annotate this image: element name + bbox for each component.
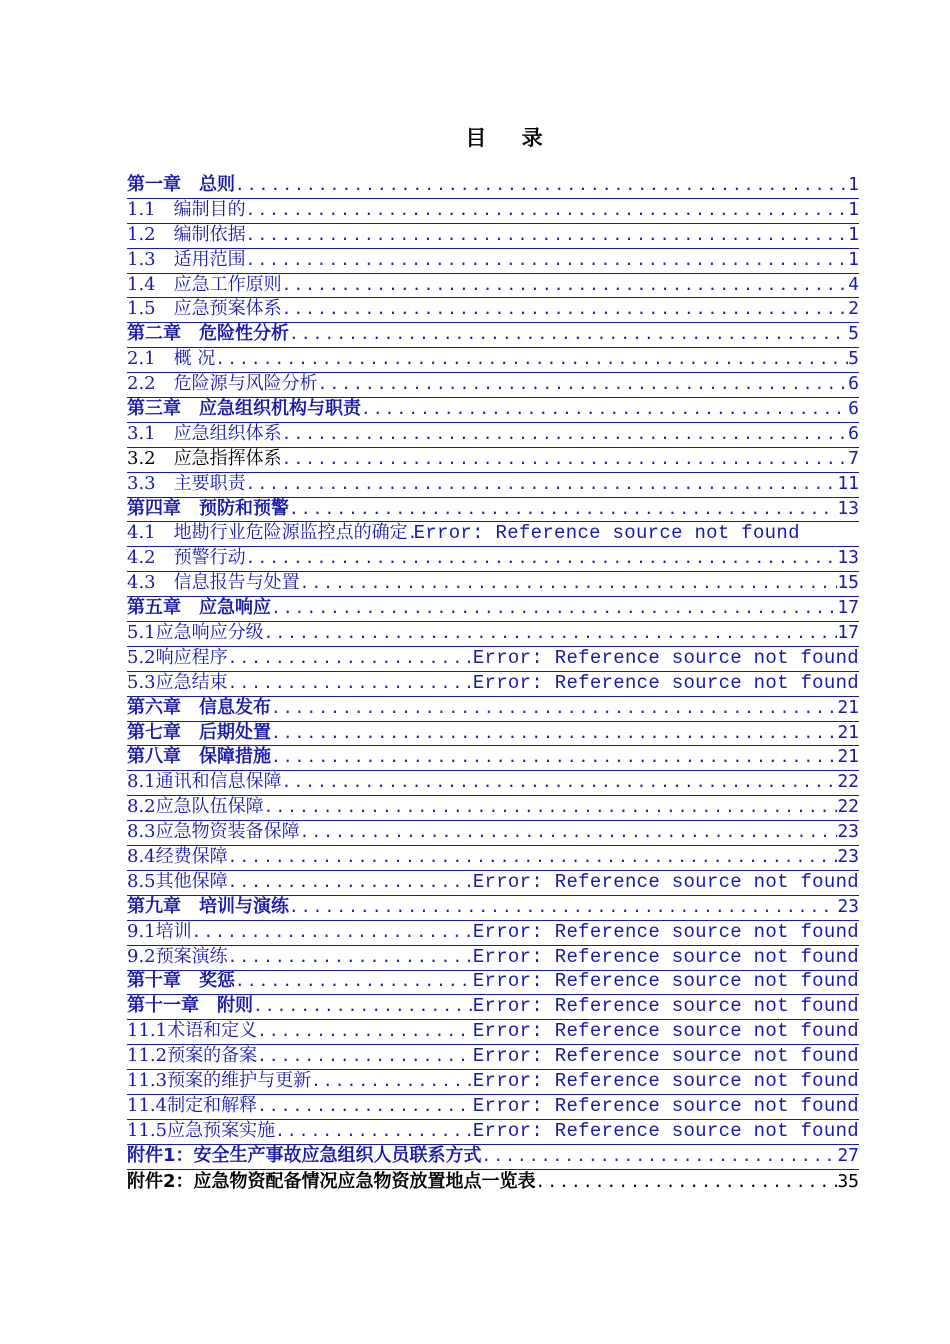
toc-entry-page: 15 — [837, 572, 859, 594]
toc-dot-leader — [289, 498, 837, 522]
toc-dot-leader — [228, 871, 473, 895]
toc-entry-label: 第七章 后期处置 — [127, 721, 271, 743]
toc-entry-label: 11.3预案的维护与更新 — [127, 1070, 312, 1092]
toc-entry-page: 17 — [837, 622, 859, 644]
toc-dot-leader — [246, 199, 849, 223]
toc-entry[interactable] — [127, 398, 859, 423]
toc-dot-leader — [253, 995, 473, 1019]
toc-entry-page: 1 — [848, 198, 859, 220]
toc-dot-leader — [289, 896, 837, 920]
toc-dot-leader — [361, 398, 848, 422]
toc-entry-page: 6 — [848, 373, 859, 395]
toc-dot-leader — [282, 423, 849, 447]
toc-entry-label: 9.2预案演练 — [127, 945, 228, 967]
table-of-contents — [127, 174, 859, 1195]
toc-entry[interactable] — [127, 1045, 859, 1070]
toc-entry[interactable] — [127, 572, 859, 597]
toc-entry[interactable] — [127, 1120, 859, 1145]
toc-entry-label: 8.5其他保障 — [127, 870, 228, 892]
toc-dot-leader — [482, 1145, 838, 1169]
toc-dot-leader — [282, 448, 849, 472]
toc-dot-leader — [192, 921, 473, 945]
toc-entry-label: 第十一章 附则 — [127, 995, 253, 1017]
toc-entry[interactable] — [127, 448, 859, 473]
toc-entry-label: 第十章 奖惩 — [127, 970, 235, 992]
toc-entry-page: 6 — [848, 398, 859, 419]
toc-dot-leader — [536, 1170, 838, 1195]
toc-entry[interactable] — [127, 199, 859, 224]
toc-dot-leader — [271, 597, 837, 621]
toc-entry[interactable] — [127, 821, 859, 846]
toc-entry[interactable] — [127, 697, 859, 722]
toc-entry[interactable] — [127, 995, 859, 1020]
toc-dot-leader — [228, 846, 838, 870]
toc-entry-page: Error: Reference source not found — [472, 646, 859, 669]
toc-entry-label: 附件1：安全生产事故应急组织人员联系方式 — [127, 1144, 482, 1166]
toc-entry-page: 21 — [837, 696, 859, 718]
toc-entry[interactable] — [127, 547, 859, 572]
toc-entry-page: 5 — [848, 323, 859, 345]
toc-dot-leader — [246, 473, 838, 497]
toc-entry-label: 第四章 预防和预警 — [127, 497, 289, 519]
toc-dot-leader — [271, 722, 837, 746]
toc-entry-label: 1.1 编制目的 — [127, 198, 246, 220]
toc-entry-label: 1.3 适用范围 — [127, 248, 246, 270]
toc-entry-page: Error: Reference source not found — [472, 1020, 859, 1043]
toc-entry[interactable] — [127, 473, 859, 498]
toc-entry[interactable] — [127, 647, 859, 672]
toc-entry[interactable] — [127, 597, 859, 622]
toc-entry-label: 5.1应急响应分级 — [127, 622, 264, 644]
toc-entry-label: 8.2应急队伍保障 — [127, 796, 264, 818]
toc-entry-page: Error: Reference source not found — [413, 522, 800, 545]
toc-entry[interactable] — [127, 224, 859, 249]
toc-entry-page: Error: Reference source not found — [472, 1070, 859, 1093]
toc-entry-label: 附件2：应急物资配备情况应急物资放置地点一览表 — [127, 1170, 536, 1192]
toc-entry-label: 11.1术语和定义 — [127, 1020, 258, 1042]
toc-entry[interactable] — [127, 746, 859, 771]
toc-entry-page: 1 — [848, 248, 859, 270]
toc-entry-page: 22 — [837, 796, 859, 818]
toc-entry[interactable] — [127, 373, 859, 398]
toc-dot-leader — [311, 1070, 473, 1094]
toc-entry-page: 23 — [837, 895, 859, 917]
toc-entry-page: 4 — [848, 273, 859, 295]
toc-dot-leader — [271, 697, 837, 721]
toc-entry-label: 1.5 应急预案体系 — [127, 298, 282, 320]
toc-entry-label: 3.2 应急指挥体系 — [127, 447, 282, 469]
toc-entry-label: 2.2 危险源与风险分析 — [127, 373, 318, 395]
toc-entry-page: Error: Reference source not found — [472, 1045, 859, 1068]
toc-entry-label: 9.1培训 — [127, 920, 192, 942]
toc-entry-page: 2 — [848, 298, 859, 320]
toc-entry-label: 8.3应急物资装备保障 — [127, 821, 300, 843]
toc-dot-leader — [228, 672, 473, 696]
toc-dot-leader — [257, 1095, 473, 1119]
toc-entry-page: 21 — [837, 721, 859, 743]
toc-entry[interactable] — [127, 174, 859, 199]
toc-entry-page: Error: Reference source not found — [472, 945, 859, 968]
toc-entry-page: 11 — [837, 472, 859, 494]
toc-entry-label: 11.5应急预案实施 — [127, 1119, 276, 1141]
toc-entry-page: 23 — [837, 821, 859, 843]
toc-dot-leader — [282, 274, 849, 298]
toc-dot-leader — [275, 1120, 473, 1144]
toc-entry-label: 4.2 预警行动 — [127, 547, 246, 569]
toc-dot-leader — [257, 1020, 473, 1044]
toc-entry-page: Error: Reference source not found — [472, 1094, 859, 1117]
toc-entry-label: 第一章 总则 — [127, 174, 235, 195]
toc-dot-leader — [257, 1045, 473, 1069]
toc-entry-page: 13 — [837, 497, 859, 519]
toc-entry-label: 8.1通讯和信息保障 — [127, 771, 282, 793]
toc-entry-label: 第九章 培训与演练 — [127, 895, 289, 917]
toc-dot-leader — [246, 547, 838, 571]
toc-dot-leader — [300, 572, 838, 596]
toc-entry-page: 13 — [837, 547, 859, 569]
toc-dot-leader — [264, 796, 838, 820]
toc-entry[interactable] — [127, 771, 859, 796]
toc-entry[interactable] — [127, 1095, 859, 1120]
toc-entry[interactable] — [127, 498, 859, 523]
toc-dot-leader — [282, 771, 838, 795]
toc-dot-leader — [282, 298, 849, 322]
toc-entry-label: 第五章 应急响应 — [127, 597, 271, 619]
toc-entry[interactable] — [127, 896, 859, 921]
toc-dot-leader — [318, 373, 849, 397]
toc-dot-leader — [246, 224, 849, 248]
toc-entry-page: 1 — [848, 223, 859, 245]
toc-dot-leader — [246, 249, 849, 273]
toc-entry[interactable] — [127, 522, 859, 547]
toc-entry-label: 4.1 地勘行业危险源监控点的确定 — [127, 522, 408, 544]
toc-entry-page: 22 — [837, 771, 859, 793]
toc-entry-page: 23 — [837, 846, 859, 868]
toc-entry[interactable] — [127, 846, 859, 871]
toc-entry-label: 4.3 信息报告与处置 — [127, 572, 300, 594]
toc-entry[interactable] — [127, 971, 859, 996]
toc-entry[interactable] — [127, 946, 859, 971]
toc-entry-label: 第八章 保障措施 — [127, 746, 271, 768]
toc-entry[interactable] — [127, 323, 859, 348]
toc-entry[interactable] — [127, 298, 859, 323]
toc-entry[interactable] — [127, 921, 859, 946]
toc-entry-page: 35 — [837, 1170, 859, 1192]
toc-entry-page: Error: Reference source not found — [472, 920, 859, 943]
toc-entry-label: 第三章 应急组织机构与职责 — [127, 398, 361, 419]
toc-entry-label: 第六章 信息发布 — [127, 696, 271, 718]
toc-dot-leader — [235, 174, 848, 198]
toc-dot-leader — [235, 971, 473, 995]
toc-entry-label: 11.4制定和解释 — [127, 1094, 258, 1116]
toc-entry[interactable] — [127, 423, 859, 448]
toc-dot-leader — [228, 647, 473, 671]
toc-entry-label: 5.2响应程序 — [127, 646, 228, 668]
toc-entry-page: Error: Reference source not found — [472, 970, 859, 993]
toc-entry[interactable] — [127, 1020, 859, 1045]
toc-entry-page: 21 — [837, 746, 859, 768]
toc-dot-leader — [300, 821, 838, 845]
toc-entry[interactable] — [127, 1145, 859, 1170]
toc-entry-page: Error: Reference source not found — [472, 1119, 859, 1142]
toc-entry[interactable] — [127, 722, 859, 747]
toc-entry-page: Error: Reference source not found — [472, 995, 859, 1018]
toc-entry-page: 5 — [848, 348, 859, 370]
toc-entry[interactable] — [127, 622, 859, 647]
toc-dot-leader — [215, 348, 848, 372]
toc-entry[interactable] — [127, 1070, 859, 1095]
toc-entry-label: 第二章 危险性分析 — [127, 323, 289, 345]
toc-title: 目 录 — [465, 126, 557, 150]
toc-entry-page: 17 — [837, 597, 859, 619]
toc-entry-page: 1 — [848, 174, 859, 195]
toc-entry-page: 7 — [848, 447, 859, 469]
toc-dot-leader — [271, 746, 837, 770]
toc-entry-page: 27 — [837, 1144, 859, 1166]
toc-entry-label: 5.3应急结束 — [127, 671, 228, 693]
toc-entry — [127, 1170, 859, 1195]
toc-entry-label: 8.4经费保障 — [127, 846, 228, 868]
toc-entry-label: 11.2预案的备案 — [127, 1045, 258, 1067]
toc-entry[interactable] — [127, 871, 859, 896]
toc-entry-label: 3.1 应急组织体系 — [127, 422, 282, 444]
toc-dot-leader — [228, 946, 473, 970]
toc-dot-leader — [264, 622, 838, 646]
toc-entry-page: Error: Reference source not found — [472, 671, 859, 694]
toc-entry[interactable] — [127, 274, 859, 299]
toc-entry-label: 3.3 主要职责 — [127, 472, 246, 494]
toc-dot-leader — [289, 323, 848, 347]
toc-entry-label: 1.4 应急工作原则 — [127, 273, 282, 295]
toc-entry[interactable] — [127, 249, 859, 274]
toc-entry-label: 2.1 概 况 — [127, 348, 216, 370]
toc-entry-label: 1.2 编制依据 — [127, 223, 246, 245]
toc-entry[interactable] — [127, 672, 859, 697]
toc-entry[interactable] — [127, 348, 859, 373]
toc-entry[interactable] — [127, 796, 859, 821]
toc-entry-page: Error: Reference source not found — [472, 870, 859, 893]
toc-entry-page: 6 — [848, 422, 859, 444]
